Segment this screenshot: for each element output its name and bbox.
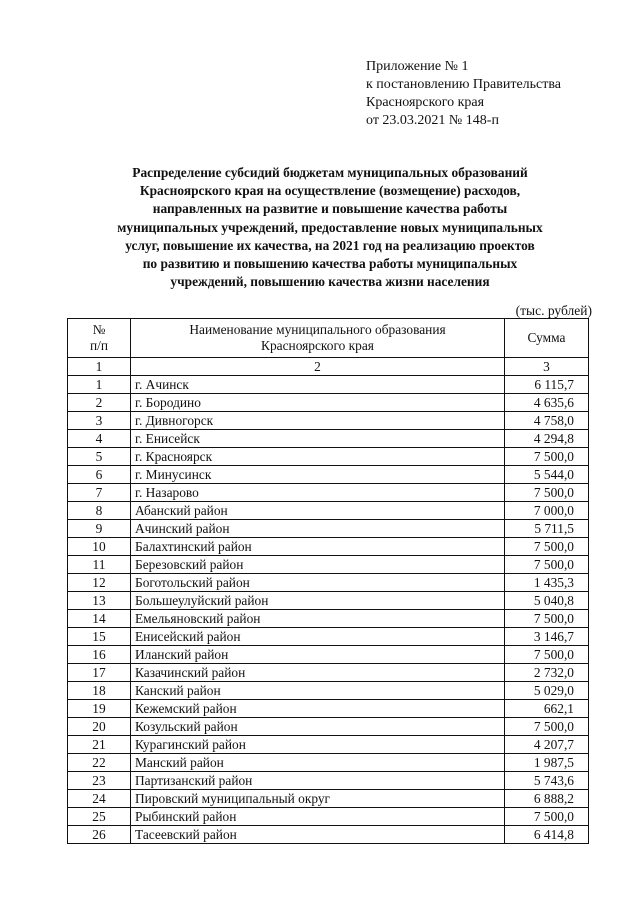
row-sum: 7 500,0: [505, 448, 589, 466]
table-row: [68, 430, 589, 448]
row-number: 7: [68, 484, 131, 502]
subsidy-table: [67, 318, 589, 844]
header-name: [131, 319, 505, 358]
row-number: 15: [68, 628, 131, 646]
row-name: Тасеевский район: [131, 826, 505, 844]
row-sum: 1 435,3: [505, 574, 589, 592]
row-sum: 3 146,7: [505, 628, 589, 646]
title-line: Красноярского края на осуществление (возмещение) расходов,: [139, 183, 521, 199]
table-row: [68, 520, 589, 538]
table-row: [68, 502, 589, 520]
row-name: г. Ачинск: [131, 376, 505, 394]
row-number: 3: [68, 412, 131, 430]
row-name: Курагинский район: [131, 736, 505, 754]
row-name: Березовский район: [131, 556, 505, 574]
row-name: Казачинский район: [131, 664, 505, 682]
header-sum: Сумма: [505, 319, 589, 358]
row-name: г. Енисейск: [131, 430, 505, 448]
document-title: [60, 164, 600, 291]
column-index-row: [68, 358, 589, 376]
row-number: 10: [68, 538, 131, 556]
title-line: учреждений, повышению качества жизни населения: [170, 274, 490, 290]
row-sum: 2 732,0: [505, 664, 589, 682]
row-sum: 7 500,0: [505, 808, 589, 826]
table-row: [68, 466, 589, 484]
table-row: [68, 754, 589, 772]
row-name: Манский район: [131, 754, 505, 772]
row-name: г. Дивногорск: [131, 412, 505, 430]
row-number: 18: [68, 682, 131, 700]
row-number: 17: [68, 664, 131, 682]
row-sum: 7 000,0: [505, 502, 589, 520]
row-sum: 6 115,7: [505, 376, 589, 394]
table-row: [68, 808, 589, 826]
table-row: [68, 718, 589, 736]
row-number: 2: [68, 394, 131, 412]
row-name: Емельяновский район: [131, 610, 505, 628]
row-name: Большеулуйский район: [131, 592, 505, 610]
row-name: Иланский район: [131, 646, 505, 664]
column-index-cell: 2: [131, 358, 505, 376]
row-number: 21: [68, 736, 131, 754]
row-name: Балахтинский район: [131, 538, 505, 556]
row-sum: 1 987,5: [505, 754, 589, 772]
table-row: [68, 772, 589, 790]
row-sum: 6 888,2: [505, 790, 589, 808]
table-row: [68, 574, 589, 592]
row-number: 23: [68, 772, 131, 790]
table-row: [68, 826, 589, 844]
header-name-line2: Красноярского края: [261, 338, 374, 353]
table-row: [68, 736, 589, 754]
row-sum: 7 500,0: [505, 718, 589, 736]
row-sum: 6 414,8: [505, 826, 589, 844]
title-line: муниципальных учреждений, предоставление новых муниципальных: [117, 219, 543, 235]
row-number: 19: [68, 700, 131, 718]
row-number: 24: [68, 790, 131, 808]
table-row: [68, 376, 589, 394]
row-number: 22: [68, 754, 131, 772]
row-sum: 7 500,0: [505, 556, 589, 574]
table-row: [68, 682, 589, 700]
row-number: 11: [68, 556, 131, 574]
appendix-line: от 23.03.2021 № 148-п: [366, 113, 499, 128]
row-number: 4: [68, 430, 131, 448]
row-number: 6: [68, 466, 131, 484]
row-number: 20: [68, 718, 131, 736]
header-number-line2: п/п: [89, 338, 109, 353]
column-index-cell: 1: [68, 358, 131, 376]
row-name: Пировский муниципальный округ: [131, 790, 505, 808]
row-sum: 7 500,0: [505, 484, 589, 502]
row-number: 12: [68, 574, 131, 592]
row-number: 8: [68, 502, 131, 520]
row-number: 13: [68, 592, 131, 610]
row-name: Боготольский район: [131, 574, 505, 592]
appendix-block: [366, 58, 561, 130]
table-row: [68, 538, 589, 556]
row-sum: 4 294,8: [505, 430, 589, 448]
row-sum: 7 500,0: [505, 610, 589, 628]
table-row: [68, 628, 589, 646]
row-sum: 4 635,6: [505, 394, 589, 412]
appendix-line: Красноярского края: [366, 95, 485, 110]
row-sum: 7 500,0: [505, 646, 589, 664]
row-name: Рыбинский район: [131, 808, 505, 826]
table-row: [68, 448, 589, 466]
row-name: Козульский район: [131, 718, 505, 736]
table-header-row: [68, 319, 589, 358]
row-name: г. Назарово: [131, 484, 505, 502]
appendix-line: к постановлению Правительства: [366, 77, 562, 92]
row-name: Канский район: [131, 682, 505, 700]
table-row: [68, 646, 589, 664]
table-row: [68, 484, 589, 502]
table-row: [68, 610, 589, 628]
header-name-line1: Наименование муниципального образования: [189, 322, 446, 337]
table-row: [68, 412, 589, 430]
units-label: (тыс. рублей): [515, 303, 592, 318]
title-line: услуг, повышение их качества, на 2021 год на реализацию проектов: [125, 237, 535, 253]
header-number-line1: №: [92, 322, 106, 337]
title-line: по развитию и повышению качества работы муниципальных: [142, 256, 518, 272]
row-name: г. Минусинск: [131, 466, 505, 484]
table-row: [68, 700, 589, 718]
row-number: 16: [68, 646, 131, 664]
row-sum: 4 758,0: [505, 412, 589, 430]
row-sum: 7 500,0: [505, 538, 589, 556]
row-name: Ачинский район: [131, 520, 505, 538]
row-number: 25: [68, 808, 131, 826]
row-number: 9: [68, 520, 131, 538]
column-index-cell: 3: [505, 358, 589, 376]
table-row: [68, 556, 589, 574]
row-sum: 662,1: [505, 700, 589, 718]
table-row: [68, 394, 589, 412]
row-name: г. Бородино: [131, 394, 505, 412]
row-sum: 5 040,8: [505, 592, 589, 610]
row-name: г. Красноярск: [131, 448, 505, 466]
title-line: направленных на развитие и повышение качества работы: [152, 201, 508, 217]
appendix-line: Приложение № 1: [366, 59, 469, 74]
table-row: [68, 790, 589, 808]
row-sum: 4 207,7: [505, 736, 589, 754]
row-sum: 5 711,5: [505, 520, 589, 538]
table-row: [68, 664, 589, 682]
row-sum: 5 544,0: [505, 466, 589, 484]
title-line: Распределение субсидий бюджетам муниципальных образований: [132, 165, 528, 180]
table-row: [68, 592, 589, 610]
row-number: 1: [68, 376, 131, 394]
row-number: 26: [68, 826, 131, 844]
row-sum: 5 743,6: [505, 772, 589, 790]
row-name: Кежемский район: [131, 700, 505, 718]
row-number: 5: [68, 448, 131, 466]
row-name: Абанский район: [131, 502, 505, 520]
header-number: [68, 319, 131, 358]
row-sum: 5 029,0: [505, 682, 589, 700]
row-name: Партизанский район: [131, 772, 505, 790]
row-name: Енисейский район: [131, 628, 505, 646]
row-number: 14: [68, 610, 131, 628]
